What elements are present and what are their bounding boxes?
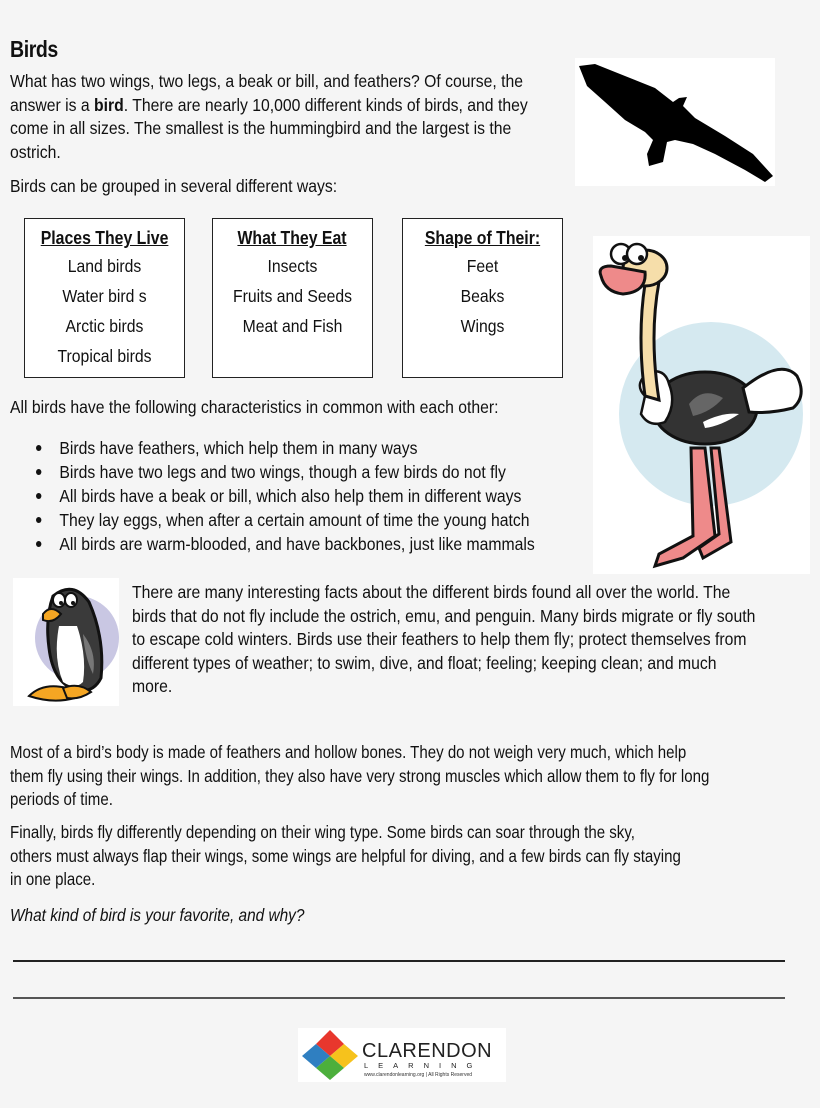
bullet-icon — [36, 517, 41, 523]
intro-line: ostrich. — [10, 141, 61, 162]
body-line: them fly using their wings. In addition, they also have very strong muscles which allow them to fly for long — [10, 765, 710, 786]
category-item: Fruits and Seeds — [232, 286, 353, 306]
characteristics-intro: All birds have the following characteristics in common with each other: — [10, 397, 499, 417]
facts-paragraph — [132, 581, 755, 699]
penguin-image — [13, 578, 119, 706]
category-heading: Shape of Their: — [424, 228, 541, 248]
favorite-question: What kind of bird is your favorite, and why? — [10, 905, 305, 925]
facts-line: There are many interesting facts about the different birds found all over the world. The — [132, 582, 731, 602]
category-item: Arctic birds — [65, 316, 144, 336]
category-item: Water bird s — [62, 286, 147, 306]
body-line: periods of time. — [10, 789, 113, 809]
wing-line: in one place. — [10, 869, 96, 889]
category-item: Wings — [460, 316, 505, 336]
ostrich-image — [593, 236, 810, 574]
facts-line: birds that do not fly include the ostrich, emu, and penguin. Many birds migrate or fly south — [132, 605, 756, 626]
page-title: Birds — [10, 36, 58, 62]
category-item: Insects — [267, 256, 318, 276]
category-item: Beaks — [460, 286, 505, 306]
ostrich-icon — [593, 236, 810, 574]
bullet-icon — [36, 445, 41, 451]
list-item: All birds are warm-blooded, and have backbones, just like mammals — [36, 532, 535, 556]
clarendon-logo — [298, 1028, 506, 1082]
answer-line-1[interactable] — [13, 960, 785, 962]
logo-sub: LEARNING — [364, 1061, 483, 1070]
facts-line: different types of weather; to swim, dive, and float; feeling; keeping clean; and much — [132, 652, 717, 673]
wing-line: Finally, birds fly differently depending on their wing type. Some birds can soar through the sky, — [10, 822, 635, 842]
category-item: Land birds — [67, 256, 142, 276]
intro-line: answer is a bird. There are nearly 10,000 different kinds of birds, and they — [10, 94, 528, 115]
characteristics-list — [36, 436, 590, 556]
body-line: Most of a bird’s body is made of feathers and hollow bones. They do not weigh very much, which help — [10, 742, 687, 762]
category-item: Tropical birds — [57, 346, 152, 366]
category-box-places — [24, 218, 185, 378]
list-item: Birds have two legs and two wings, though a few birds do not fly — [36, 460, 535, 484]
bird-silhouette-icon — [575, 58, 775, 186]
bird-silhouette-image — [575, 58, 775, 186]
list-item: They lay eggs, when after a certain amount of time the young hatch — [36, 508, 535, 532]
facts-line: more. — [132, 676, 173, 696]
intro-paragraph — [10, 70, 528, 164]
category-box-shape — [402, 218, 563, 378]
list-item: Birds have feathers, which help them in many ways — [36, 436, 535, 460]
wing-line: others must always flap their wings, some wings are helpful for diving, and a few birds can fly staying — [10, 845, 681, 866]
category-box-food — [212, 218, 373, 378]
category-item: Feet — [466, 256, 499, 276]
intro-line: What has two wings, two legs, a beak or bill, and feathers? Of course, the — [10, 71, 524, 91]
logo-footer: www.clarendonlearning.org | All Rights Reserved — [364, 1072, 473, 1078]
bullet-icon — [36, 541, 41, 547]
logo-name: CLARENDON — [362, 1040, 493, 1062]
bullet-icon — [36, 493, 41, 499]
category-heading: What They Eat — [237, 228, 348, 248]
penguin-icon — [13, 578, 119, 706]
bullet-icon — [36, 469, 41, 475]
category-heading: Places They Live — [40, 228, 169, 248]
wing-paragraph — [10, 821, 681, 892]
body-paragraph — [10, 741, 709, 812]
category-item: Meat and Fish — [242, 316, 343, 336]
list-item: All birds have a beak or bill, which also help them in different ways — [36, 484, 535, 508]
facts-line: to escape cold winters. Birds use their feathers to help them fly; protect themselves from — [132, 629, 747, 649]
puzzle-logo-icon — [300, 1028, 360, 1082]
answer-line-2[interactable] — [13, 997, 785, 999]
intro-line: come in all sizes. The smallest is the hummingbird and the largest is the — [10, 118, 512, 138]
bold-bird: bird — [94, 94, 124, 115]
grouping-intro: Birds can be grouped in several different ways: — [10, 176, 338, 196]
